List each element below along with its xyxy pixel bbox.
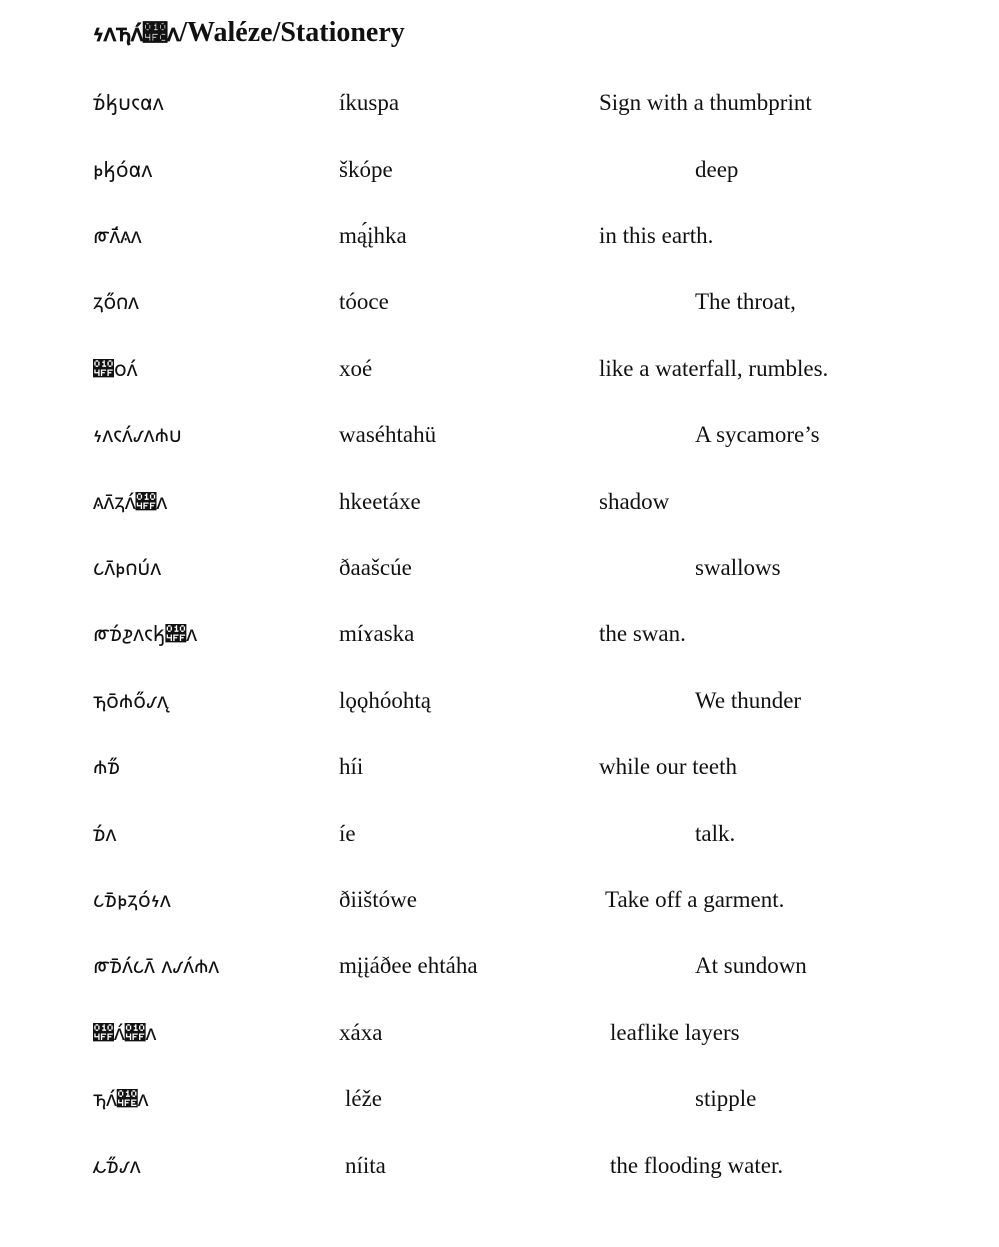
poem-line: stipple: [695, 1086, 757, 1111]
osage-word: 𐓩𐓰̋𐓡𐓘: [93, 1154, 141, 1178]
vocab-row: [0, 418, 999, 458]
poem-line: in this earth.: [599, 223, 714, 248]
latin-word: léže: [345, 1086, 383, 1111]
vocab-row: [0, 1016, 999, 1056]
page-title: [93, 16, 405, 49]
latin-word: híi: [339, 754, 364, 779]
vocab-row: [0, 750, 999, 790]
poem-line: Sign with a thumbprint: [599, 90, 812, 115]
vocab-row: [0, 485, 999, 525]
poem-line: swallows: [695, 555, 781, 580]
osage-word: 𐓨𐓰́𐓲𐓘𐓮𐓤𐓿𐓘: [93, 622, 198, 646]
poem-line: talk.: [695, 821, 736, 846]
osage-word: 𐓧𐓰̄𐓬𐓻𐓪́𐓷𐓘: [93, 888, 171, 912]
latin-word: škópe: [339, 157, 393, 182]
vocab-row: [0, 617, 999, 657]
vocab-row: [0, 1149, 999, 1189]
vocab-row: [0, 285, 999, 325]
poem-line: like a waterfall, rumbles.: [599, 356, 829, 381]
latin-word: níita: [345, 1153, 386, 1178]
latin-word: tóoce: [339, 289, 389, 314]
poem-line: The throat,: [695, 289, 796, 314]
osage-word: 𐓿𐓪𐓘́: [93, 357, 138, 381]
poem-line: A sycamore’s: [695, 422, 820, 447]
osage-word: 𐓵𐓪̄𐓸𐓪̋𐓡𐓘̨: [93, 689, 168, 713]
osage-word: 𐓵𐓘́𐓾𐓘: [93, 1087, 149, 1111]
latin-word: lǫǫhóohtą: [339, 688, 431, 713]
vocab-row: [0, 949, 999, 989]
vocab-row: [0, 86, 999, 126]
vocab-row: [0, 219, 999, 259]
vocab-row: [0, 883, 999, 923]
osage-word: 𐓰́𐓤𐓶𐓮𐓟𐓘: [93, 91, 164, 115]
poem-line: while our teeth: [599, 754, 737, 779]
latin-word: íkuspa: [339, 90, 400, 115]
latin-word: hkeetáxe: [339, 489, 421, 514]
poem-line: leaflike layers: [610, 1020, 740, 1045]
vocab-row: [0, 352, 999, 392]
vocab-row: [0, 1082, 999, 1122]
osage-word: 𐓰́𐓘: [93, 822, 117, 846]
latin-word: ðiištówe: [339, 887, 417, 912]
osage-word: 𐓬𐓤𐓪́𐓟𐓘: [93, 158, 153, 182]
latin-word: xoé: [339, 356, 373, 381]
osage-word: 𐓸𐓰̋: [93, 755, 121, 779]
osage-word: 𐓷𐓘𐓮𐓘́𐓡𐓘𐓸𐓶: [93, 423, 182, 447]
poem-line: We thunder: [695, 688, 802, 713]
poem-line: deep: [695, 157, 739, 182]
latin-word: íe: [339, 821, 356, 846]
title-latin-english: /Waléze/Stationery: [179, 17, 405, 48]
latin-word: mą́įhka: [339, 223, 407, 248]
poem-line: the swan.: [599, 621, 686, 646]
latin-word: waséhtahü: [339, 422, 437, 447]
vocab-row: [0, 817, 999, 857]
title-osage: 𐓷𐓘𐓵𐓘́𐓼𐓘: [93, 19, 180, 47]
poem-line: At sundown: [695, 953, 807, 978]
osage-word: 𐓚𐓘̄𐓻𐓘́𐓿𐓘: [93, 490, 168, 514]
vocab-row: [0, 551, 999, 591]
osage-word: 𐓻𐓪̋𐓣𐓘: [93, 290, 139, 314]
poem-line: Take off a garment.: [605, 887, 785, 912]
vocab-row: [0, 153, 999, 193]
osage-word: 𐓿𐓘́𐓿𐓘: [93, 1021, 157, 1045]
latin-word: xáxa: [339, 1020, 383, 1045]
osage-word: 𐓨𐓘̄́𐓚𐓘: [93, 224, 142, 248]
osage-word: 𐓨𐓰̄𐓘́𐓧𐓘̄ 𐓘𐓡𐓘́𐓸𐓘: [93, 954, 220, 978]
poem-line: shadow: [599, 489, 670, 514]
vocab-row: [0, 684, 999, 724]
latin-word: míɤaska: [339, 621, 415, 646]
osage-word: 𐓧𐓘̄𐓬𐓣𐓶́𐓘: [93, 556, 162, 580]
latin-word: ðaašcúe: [339, 555, 412, 580]
poem-line: the flooding water.: [610, 1153, 784, 1178]
latin-word: mįįáðee ehtáha: [339, 953, 478, 978]
